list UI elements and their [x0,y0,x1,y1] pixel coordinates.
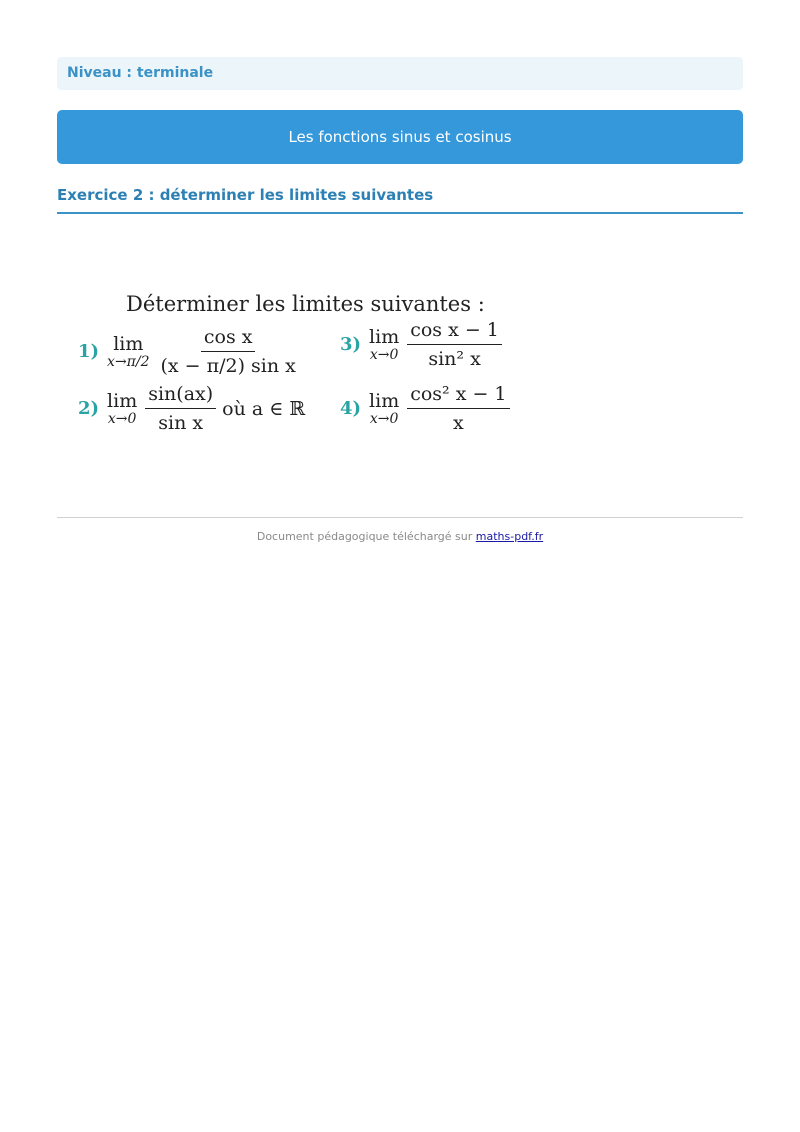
lim-word: lim [107,389,138,412]
denominator: (x − π/2) sin x [160,355,296,377]
numerator: sin(ax) [145,382,216,409]
fraction [407,382,509,435]
fraction [407,318,502,371]
fraction [158,325,299,378]
numerator: cos x − 1 [407,318,502,345]
limit-operator [107,391,137,427]
denominator: sin x [158,412,204,434]
level-badge: Niveau : terminale [57,57,743,90]
footer [57,530,743,543]
lim-word: lim [113,332,144,355]
limit-operator [107,334,149,370]
exercise-content [78,290,518,440]
lim-subscript: x→0 [107,410,137,427]
fraction [145,382,216,435]
item-number: 3) [340,334,362,355]
footer-divider [57,517,743,518]
denominator: sin² x [428,348,481,370]
limit-item-1 [78,325,305,378]
limit-item-2 [78,382,305,435]
chapter-banner: Les fonctions sinus et cosinus [57,110,743,164]
item-number: 2) [78,398,100,419]
lim-subscript: x→π/2 [107,353,150,370]
exercise-intro: Déterminer les limites suivantes : [126,292,485,316]
denominator: x [453,412,464,434]
limit-item-4 [340,382,516,435]
item-number: 4) [340,398,362,419]
item-number: 1) [78,341,100,362]
lim-subscript: x→0 [369,346,399,363]
limit-operator [369,391,399,427]
lim-word: lim [369,325,400,348]
lim-subscript: x→0 [369,410,399,427]
footer-link[interactable]: maths-pdf.fr [475,530,544,543]
item-suffix: où a ∈ ℝ [222,397,306,420]
limit-item-3 [340,318,508,371]
lim-word: lim [369,389,400,412]
numerator: cos² x − 1 [407,382,509,409]
exercise-title: Exercice 2 : déterminer les limites suivantes [57,186,743,214]
numerator: cos x [201,325,256,352]
limit-operator [369,327,399,363]
footer-text: Document pédagogique téléchargé sur [256,530,473,543]
